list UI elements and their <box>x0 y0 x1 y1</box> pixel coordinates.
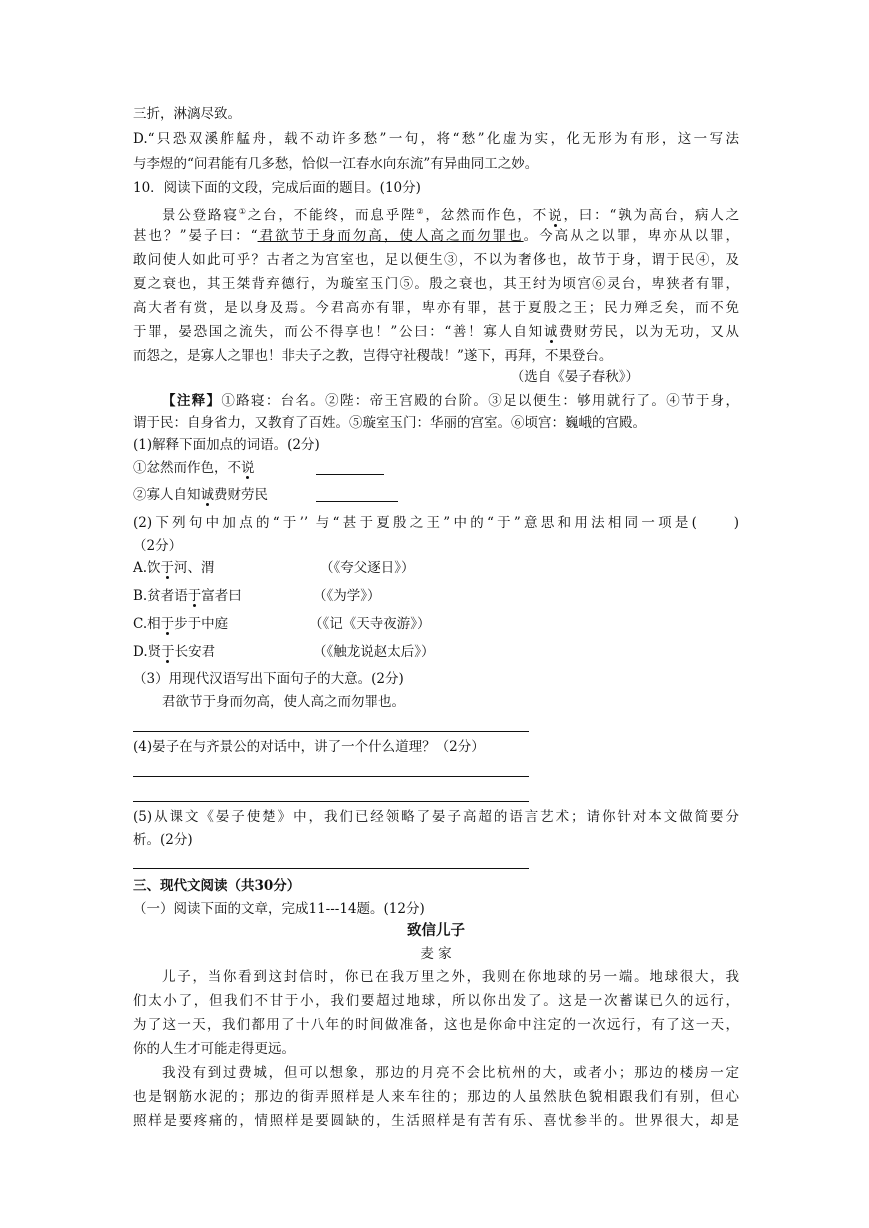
dotted-word: 说 <box>548 207 564 224</box>
option-b <box>133 585 739 607</box>
footnote-mark: ① <box>238 207 248 216</box>
passage-line <box>162 201 739 227</box>
text-span: ，忿然而作色，不 <box>425 207 549 224</box>
option-a <box>133 557 739 579</box>
text-span: 。今高从之以罪，卑亦从以罪， <box>523 228 740 244</box>
article-line: 你的人生才可能走得更远。 <box>133 1041 295 1057</box>
option-source: （《记《天寺夜游》） <box>309 616 431 632</box>
question-3: （3）用现代汉语写出下面句子的大意。(2分) <box>133 671 404 687</box>
dotted-word: 诚 <box>200 487 214 503</box>
text-span: C.相 <box>133 616 161 632</box>
dotted-word: 于 <box>160 616 175 632</box>
option-source: （《为学》） <box>313 588 381 604</box>
annotation-line: 谓于民：自身省力，又教育了百姓。⑤璇室玉门：华丽的宫室。⑥顷宫：巍峨的宫殿。 <box>133 415 646 431</box>
underlined-sentence: 君欲节于身而勿高，使人高之而勿罪也 <box>257 228 524 244</box>
option-c <box>133 613 739 635</box>
passage-line: 而怨之，是寡人之罪也！非夫子之教，岂得守社稷哉！”遂下，再拜，不果登台。 <box>133 348 613 364</box>
dotted-word: 于 <box>160 560 175 576</box>
text-span: ，曰：“孰为高台，病人之 <box>563 207 740 224</box>
article-line: 为了这一天，我们都用了十八年的时间做准备，这也是你命中注定的一次远行，有了这一天， <box>133 1017 739 1033</box>
text-line: 与李煜的“问君能有几多愁，恰似一江春水向东流”有异曲同工之妙。 <box>133 156 539 172</box>
article-line: 儿子，当你看到这封信时，你已在我万里之外，我则在你地球的另一端。地球很大，我 <box>162 969 739 985</box>
article-line: 我没有到过费城，但可以想象，那边的月亮不会比杭州的大，或者小；那边的楼房一定 <box>162 1065 739 1081</box>
answer-blank[interactable] <box>316 474 384 475</box>
text-span: 景公登路寝 <box>162 207 239 224</box>
article-line: 们太小了，但我们不甘于小，我们要超过地球，所以你出发了。这是一次蓄谋已久的远行， <box>133 993 739 1009</box>
text-span: A.饮 <box>133 560 161 576</box>
text-span: 之台，不能终，而息乎陛 <box>247 207 417 224</box>
passage-line: 夏之衰也，其王桀背弃德行，为璇室玉门⑤。殷之衰也，其王纣为顷宫⑥灵台，卑狭者有罪， <box>133 276 739 292</box>
section-3-heading: 三、现代文阅读（共30分） <box>133 878 301 894</box>
answer-line[interactable] <box>133 801 529 802</box>
article-title: 致信儿子 <box>407 922 465 939</box>
dotted-word: 诚 <box>543 324 559 340</box>
footnote-mark: ② <box>416 207 426 216</box>
text-span: 费财劳民 <box>214 487 268 503</box>
text-span: ②寡人自知 <box>133 487 201 503</box>
option-source: （《夸父逐日》） <box>320 560 415 576</box>
question-2-score: （2分） <box>133 538 183 554</box>
subsection-heading: （一）阅读下面的文章，完成11---14题。(12分) <box>133 901 425 917</box>
question-3-sentence: 君欲节于身而勿高，使人高之而勿罪也。 <box>162 694 405 710</box>
passage-source: （选自《晏子春秋》） <box>510 369 639 385</box>
text-span: ①路寝：台名。②陛：帝王宫殿的台阶。③足以便生：够用就行了。④节于身， <box>221 393 740 409</box>
article-line: 照样是要疼痛的，情照样是要圆缺的，生活照样是有苦有乐、喜忧参半的。世界很大，却是 <box>133 1113 739 1129</box>
question-1b <box>133 484 739 506</box>
dotted-word: 说 <box>241 460 255 476</box>
passage-line: 高大者有赏，是以身及焉。今君高亦有罪，卑亦有罪，甚于夏殷之王；民力殚乏矣，而不免 <box>133 300 739 316</box>
answer-line[interactable] <box>133 868 529 869</box>
text-line: 三折，淋漓尽致。 <box>133 106 241 122</box>
answer-line[interactable] <box>133 731 529 732</box>
text-span: 步于中庭 <box>174 616 229 632</box>
question-1: (1)解释下面加点的词语。(2分) <box>133 437 320 453</box>
option-d-line: D.“只恐双溪舴艋舟，载不动许多愁”一句，将“愁”化虚为实，化无形为有形，这一写法 <box>133 131 739 147</box>
article-line: 也是钢筋水泥的；那边的街弄照样是人来车往的；那边的人虽然肤色貌相跟我们有别，但心 <box>133 1089 739 1105</box>
answer-blank[interactable] <box>316 501 398 502</box>
question-4: (4)晏子在与齐景公的对话中，讲了一个什么道理？（2分） <box>133 739 485 755</box>
text-span: 甚也？”晏子曰：“ <box>133 228 258 244</box>
text-span: 长安君 <box>174 644 216 660</box>
option-d <box>133 641 739 663</box>
text-span: ①忿然而作色，不 <box>133 460 241 476</box>
text-span: D.贤 <box>133 644 162 660</box>
text-span: 河、渭 <box>174 560 215 576</box>
annotation-line <box>162 390 739 412</box>
question-5-score: 析。(2分) <box>133 832 193 848</box>
passage-line <box>133 321 739 343</box>
text-span: 富者曰 <box>201 588 242 604</box>
text-span: B.贫者语 <box>133 588 188 604</box>
annotation-tag: 【注释】 <box>162 393 222 409</box>
text-span: 于罪，晏恐国之流失，而公不得享也！”公曰：“善！寡人自知 <box>133 324 544 340</box>
passage-line: 敢问使人如此可乎？古者之为宫室也，足以便生③，不以为奢侈也，故节于身，谓于民④，及 <box>133 252 739 268</box>
answer-line[interactable] <box>133 776 529 777</box>
question-5: (5)从课文《晏子使楚》中，我们已经领略了晏子高超的语言艺术；请你针对本文做简要分 <box>133 809 739 825</box>
text-span: 费财劳民，以为无功，又从 <box>558 324 740 340</box>
article-author: 麦 家 <box>420 946 452 962</box>
question-1a <box>133 457 739 479</box>
question-2: (2)下列句中加点的“于’’ 与“甚于夏殷之王”中的“于”意思和用法相同一项是( ) <box>133 515 739 531</box>
dotted-word: 于 <box>187 588 202 604</box>
dotted-word: 于 <box>161 644 175 660</box>
passage-line <box>133 225 739 247</box>
option-source: （《触龙说赵太后》） <box>313 644 435 660</box>
question-10-heading: 10．阅读下面的文段，完成后面的题目。(10分) <box>133 180 421 196</box>
